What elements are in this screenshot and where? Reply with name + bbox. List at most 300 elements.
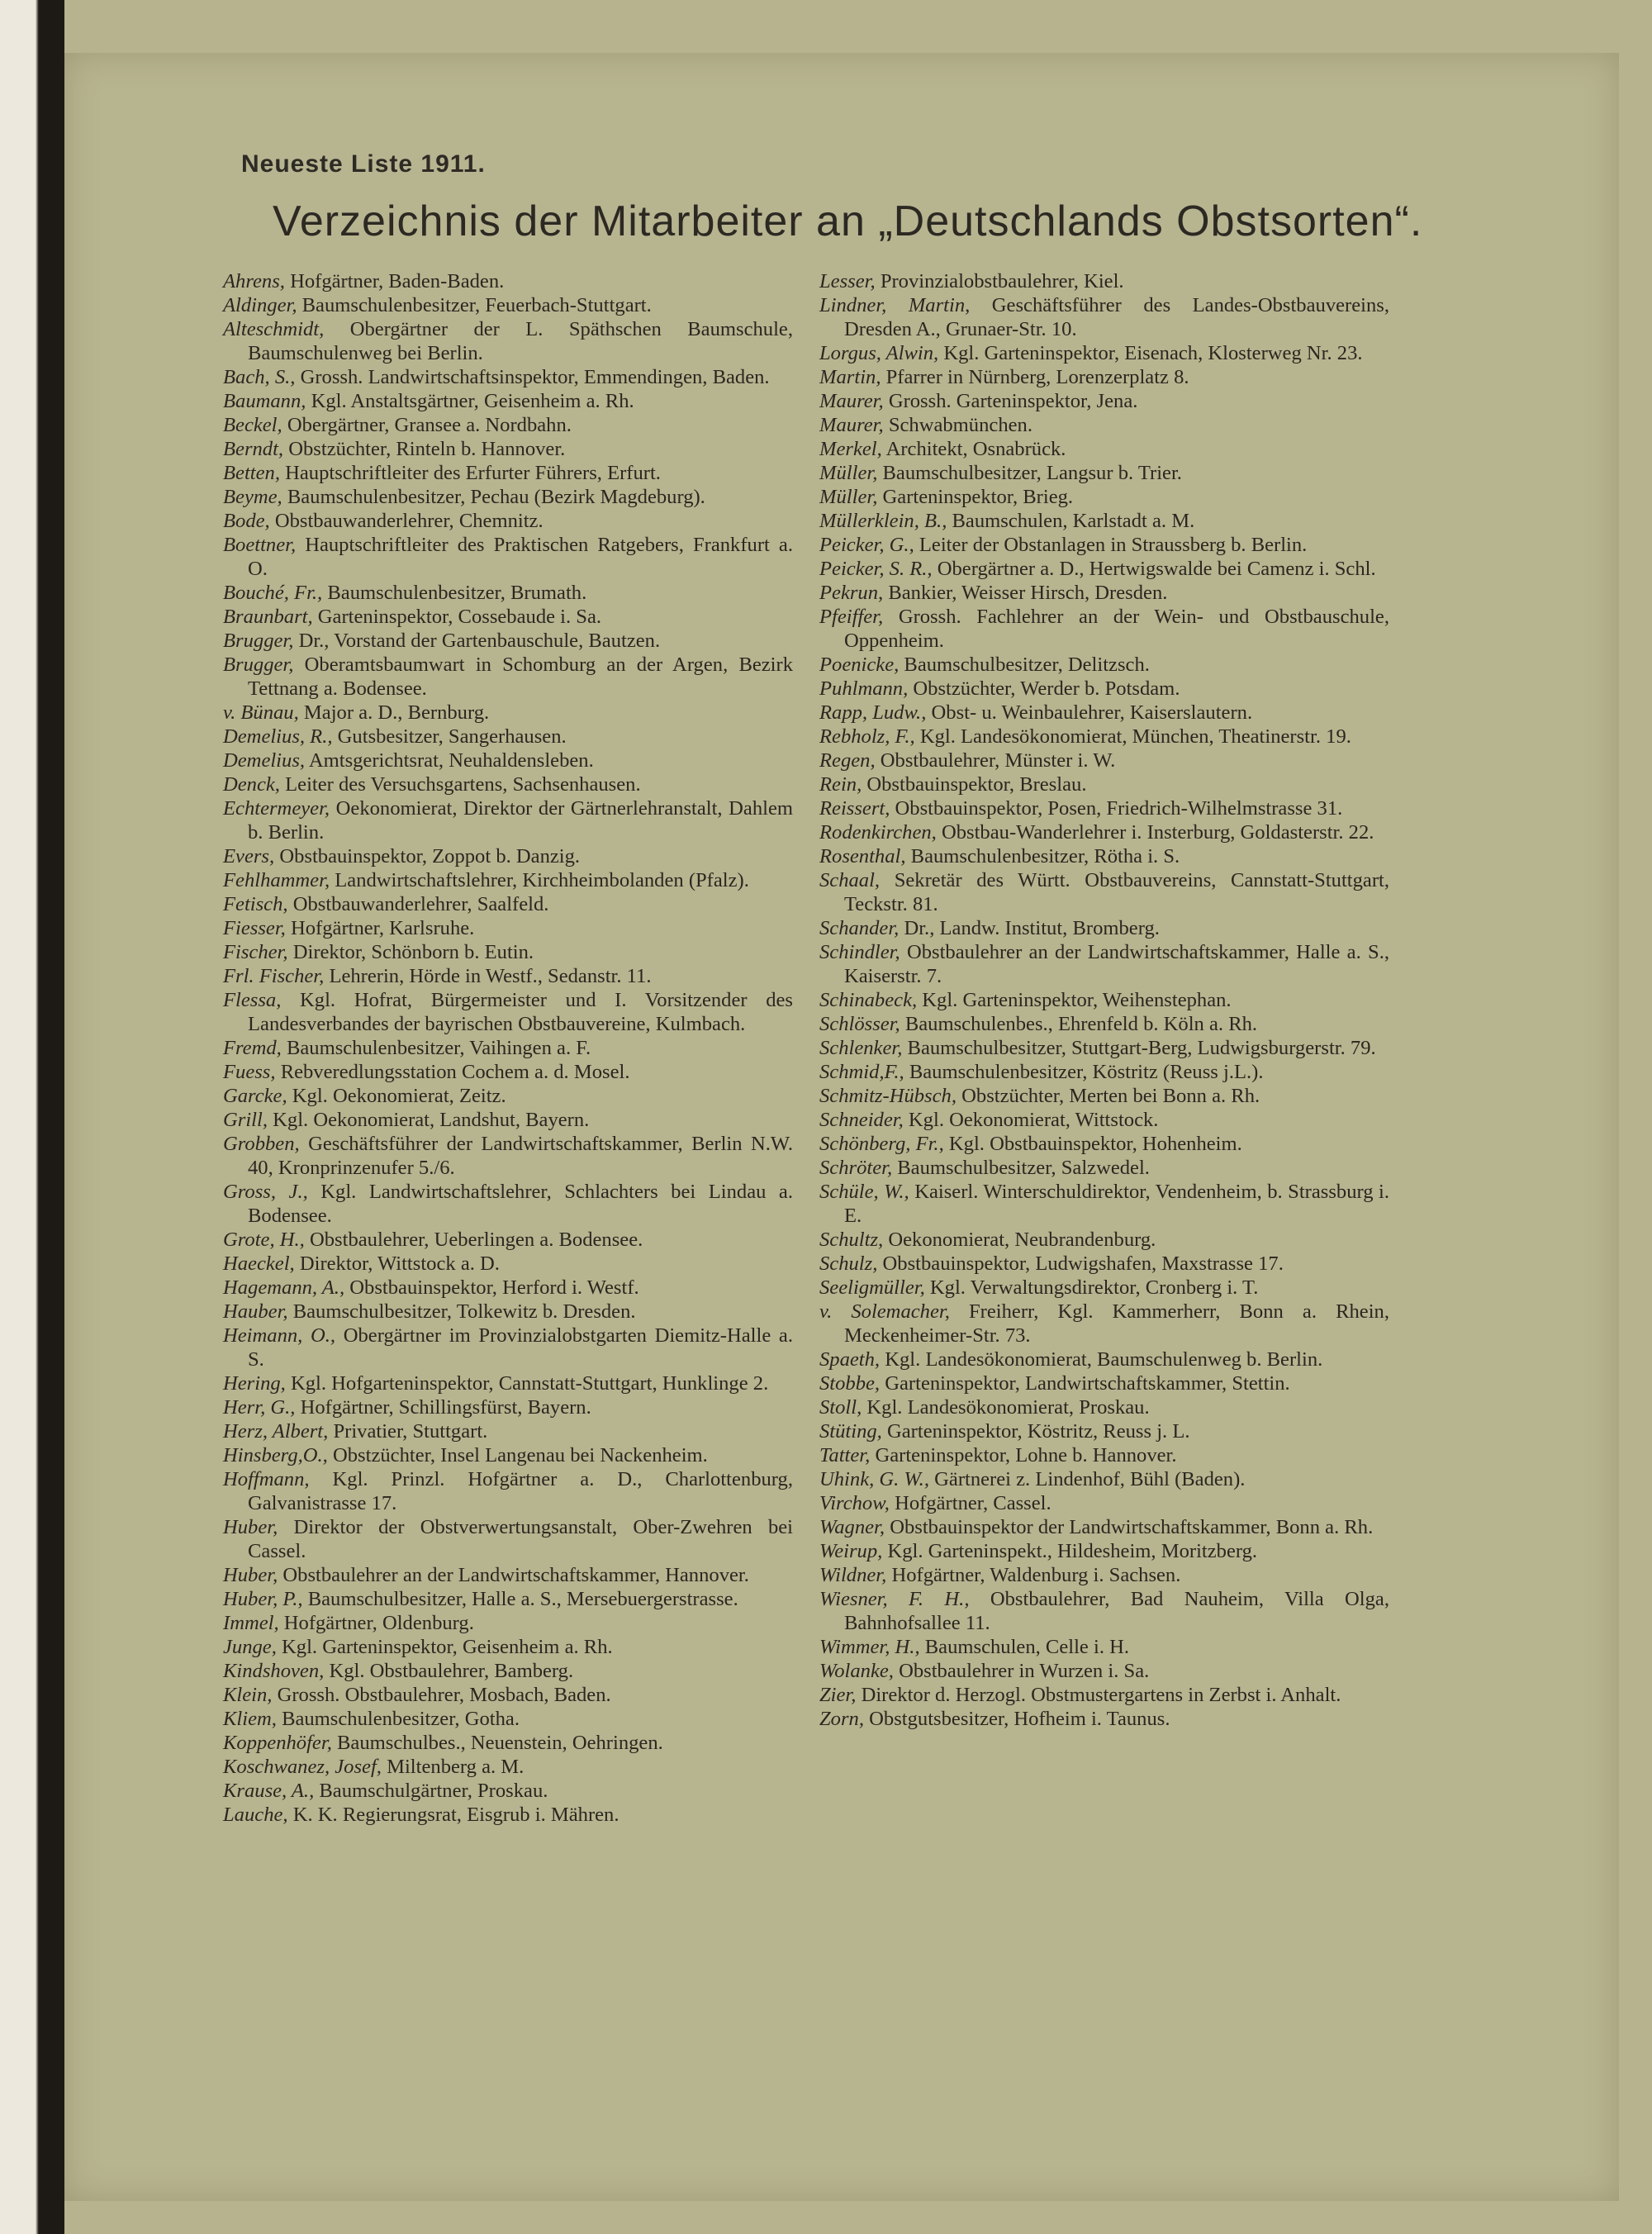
contributor-description: Obstzüchter, Merten bei Bonn a. Rh. [961, 1085, 1260, 1107]
contributor-description: Freiherr, Kgl. Kammerherr, Bonn a. Rhein, Meckenheimer-Str. 73. [844, 1300, 1389, 1347]
contributor-description: Kgl. Landesökonomierat, München, Theatinerstr. 19. [919, 725, 1351, 748]
contributor-description: Hofgärtner, Baden-Baden. [290, 270, 505, 292]
contributor-entry [819, 940, 1389, 988]
contributor-name: Schlenker, [819, 1037, 903, 1059]
contributor-entry [223, 1635, 793, 1659]
contributor-entry [223, 1132, 793, 1180]
contributor-name: v. Bünau, [223, 701, 299, 724]
contributor-entry [223, 317, 793, 365]
contributor-name: Zier, [819, 1684, 857, 1706]
contributor-name: Rodenkirchen, [819, 821, 937, 844]
contributor-entry [223, 1276, 793, 1300]
contributor-name: Brugger, [223, 654, 294, 676]
contributor-name: Virchow, [819, 1492, 890, 1514]
contributor-entry [819, 413, 1389, 437]
contributor-description: Kgl. Garteninspekt., Hildesheim, Moritzberg. [887, 1540, 1258, 1562]
contributor-entry [223, 1228, 793, 1252]
contributor-description: Rebveredlungsstation Cochem a. d. Mosel. [280, 1061, 630, 1083]
contributor-entry [819, 1587, 1389, 1635]
contributor-description: Baumschulbesitzer, Halle a. S., Mersebuergerstrasse. [307, 1588, 738, 1610]
page-title: Verzeichnis der Mitarbeiter an „Deutschlands Obstsorten“. [273, 197, 1423, 245]
contributor-name: Lesser, [819, 270, 876, 292]
contributor-description: Obstbaulehrer, Bad Nauheim, Villa Olga, Bahnhofsallee 11. [844, 1588, 1389, 1634]
contributor-description: Obstbauwanderlehrer, Chemnitz. [274, 510, 544, 532]
contributor-name: Fetisch, [223, 893, 288, 915]
contributor-entry [819, 437, 1389, 461]
contributor-name: Schlösser, [819, 1013, 900, 1035]
contributor-description: Baumschulenbes., Ehrenfeld b. Köln a. Rh. [904, 1013, 1258, 1035]
contributor-description: Obstbauinspektor der Landwirtschaftskammer, Bonn a. Rh. [890, 1516, 1374, 1538]
contributor-name: Tatter, [819, 1444, 871, 1466]
contributor-description: Obst- u. Weinbaulehrer, Kaiserslautern. [931, 701, 1253, 724]
contributor-description: Kgl. Garteninspektor, Geisenheim a. Rh. [282, 1636, 613, 1658]
contributor-description: Kaiserl. Winterschuldirektor, Vendenheim, b. Strassburg i. E. [844, 1181, 1389, 1227]
contributor-entry [819, 389, 1389, 413]
contributor-description: Landwirtschaftslehrer, Kirchheimbolanden (Pfalz). [335, 869, 749, 891]
contributor-entry [223, 485, 793, 509]
contributor-description: Baumschulbesitzer, Tolkewitz b. Dresden. [292, 1300, 636, 1323]
contributor-name: Maurer, [819, 414, 884, 436]
contributor-name: Stoll, [819, 1396, 862, 1419]
contributor-description: Baumschulen, Karlstadt a. M. [952, 510, 1195, 532]
contributor-entry [819, 533, 1389, 557]
contributor-entry [223, 629, 793, 653]
contributor-name: Baumann, [223, 390, 306, 412]
contributor-description: Kgl. Garteninspektor, Eisenach, Klosterweg Nr. 23. [943, 342, 1363, 364]
contributor-description: K. K. Regierungsrat, Eisgrub i. Mähren. [292, 1804, 620, 1826]
contributor-description: Obstbauinspektor, Herford i. Westf. [349, 1276, 639, 1299]
contributor-description: Kgl. Obstbaulehrer, Bamberg. [329, 1660, 574, 1682]
contributor-entry [223, 1252, 793, 1276]
contributor-entry [819, 1395, 1389, 1419]
contributor-description: Dr., Landw. Institut, Bromberg. [904, 917, 1160, 939]
contributor-entry [223, 1731, 793, 1755]
contributor-description: Sekretär des Württ. Obstbauvereins, Cannstatt-Stuttgart, Teckstr. 81. [844, 869, 1389, 915]
contributor-entry [223, 509, 793, 533]
contributor-name: Wiesner, F. H., [819, 1588, 970, 1610]
contributor-entry [223, 1515, 793, 1563]
contributor-entry [223, 1707, 793, 1731]
contributor-name: Denck, [223, 773, 280, 796]
contributor-entry [819, 1108, 1389, 1132]
contributor-description: Grossh. Fachlehrer an der Wein- und Obstbauschule, Oppenheim. [844, 606, 1389, 652]
contributor-description: Obergärtner der L. Späthschen Baumschule, Baumschulenweg bei Berlin. [248, 318, 793, 364]
contributor-description: Grossh. Garteninspektor, Jena. [888, 390, 1138, 412]
contributor-description: Hofgärtner, Schillingsfürst, Bayern. [300, 1396, 591, 1419]
contributor-description: Kgl. Landesökonomierat, Baumschulenweg b. Berlin. [885, 1348, 1323, 1371]
contributor-name: Evers, [223, 845, 275, 867]
contributor-entry [223, 988, 793, 1036]
contributor-name: Bach, S., [223, 366, 296, 388]
contributor-description: Obstbaulehrer, Ueberlingen a. Bodensee. [309, 1229, 643, 1251]
contributor-name: Pekrun, [819, 582, 884, 604]
contributor-description: Miltenberg a. M. [387, 1756, 525, 1778]
contributor-description: Obstgutsbesitzer, Hofheim i. Taunus. [869, 1708, 1170, 1730]
contributor-name: Schneider, [819, 1109, 904, 1131]
contributor-entry [819, 988, 1389, 1012]
contributor-name: Rapp, Ludw., [819, 701, 927, 724]
contributor-description: Hauptschriftleiter des Praktischen Ratgebers, Frankfurt a. O. [248, 534, 793, 580]
contributor-name: Hauber, [223, 1300, 288, 1323]
contributor-entry [223, 1803, 793, 1827]
contributor-name: Demelius, R., [223, 725, 333, 748]
contributor-entry [223, 1324, 793, 1371]
contributor-name: Poenicke, [819, 654, 900, 676]
contributor-description: Baumschulenbesitzer, Gotha. [282, 1708, 520, 1730]
contributor-name: Puhlmann, [819, 677, 909, 700]
contributor-entry [223, 293, 793, 317]
contributor-name: Klein, [223, 1684, 273, 1706]
contributor-description: Hofgärtner, Cassel. [895, 1492, 1051, 1514]
contributor-entry [223, 796, 793, 844]
contributor-entry [223, 269, 793, 293]
contributor-name: Peicker, S. R., [819, 558, 933, 580]
contributor-entry [223, 413, 793, 437]
contributor-entry [223, 844, 793, 868]
contributor-description: Baumschulenbesitzer, Pechau (Bezirk Magdeburg). [287, 486, 705, 508]
contributor-description: Leiter des Versuchsgartens, Sachsenhausen. [285, 773, 641, 796]
contributor-name: Müller, [819, 462, 878, 484]
contributor-description: Hauptschriftleiter des Erfurter Führers, Erfurt. [285, 462, 661, 484]
contributor-entry [223, 437, 793, 461]
contributor-entry [819, 1228, 1389, 1252]
contributor-entry [819, 1515, 1389, 1539]
contributor-description: Kgl. Landwirtschaftslehrer, Schlachters bei Lindau a. Bodensee. [248, 1181, 793, 1227]
contributor-name: Fehlhammer, [223, 869, 330, 891]
contributor-entry [819, 1276, 1389, 1300]
contributor-entry [819, 796, 1389, 820]
contributor-description: Direktor der Obstverwertungsanstalt, Ober-Zwehren bei Cassel. [248, 1516, 793, 1562]
contributor-entry [223, 725, 793, 749]
contributor-name: Junge, [223, 1636, 277, 1658]
contributor-name: Echtermeyer, [223, 797, 330, 820]
contributor-name: Fuess, [223, 1061, 276, 1083]
contributor-description: Obergärtner a. D., Hertwigswalde bei Camenz i. Schl. [937, 558, 1376, 580]
contributor-name: Grill, [223, 1109, 268, 1131]
contributor-description: Kgl. Verwaltungsdirektor, Cronberg i. T. [929, 1276, 1259, 1299]
contributor-name: Schmid,F., [819, 1061, 904, 1083]
contributor-description: Pfarrer in Nürnberg, Lorenzerplatz 8. [885, 366, 1189, 388]
contributor-entry [819, 1036, 1389, 1060]
contributor-name: Schander, [819, 917, 900, 939]
contributor-description: Baumschulgärtner, Proskau. [319, 1780, 548, 1802]
contributor-name: Müller, [819, 486, 878, 508]
contributor-entry [819, 1467, 1389, 1491]
contributor-name: Fischer, [223, 941, 288, 963]
contributor-description: Obstbauinspektor, Zoppot b. Danzig. [279, 845, 581, 867]
contributor-entry [223, 605, 793, 629]
contributor-entry [819, 1707, 1389, 1731]
contributor-name: Hinsberg,O., [223, 1444, 328, 1466]
contributor-description: Hofgärtner, Karlsruhe. [290, 917, 475, 939]
contributor-description: Privatier, Stuttgart. [333, 1420, 488, 1443]
contributor-entry [819, 1156, 1389, 1180]
contributor-description: Kgl. Hofrat, Bürgermeister und I. Vorsitzender des Landesverbandes der bayrischen Obstbauvereine, Kulmbach. [248, 989, 793, 1035]
contributor-entry [223, 365, 793, 389]
contributor-name: Bode, [223, 510, 270, 532]
contributor-entry [223, 1395, 793, 1419]
contributor-entry [819, 1563, 1389, 1587]
contributor-description: Kgl. Oekonomierat, Landshut, Bayern. [273, 1109, 590, 1131]
contributor-entry [819, 725, 1389, 749]
contributor-description: Direktor, Schönborn b. Eutin. [292, 941, 534, 963]
contributor-name: Lindner, Martin, [819, 294, 971, 316]
contributor-description: Architekt, Osnabrück. [885, 438, 1066, 460]
contributor-entry [819, 653, 1389, 677]
contributor-name: Schinabeck, [819, 989, 918, 1011]
contributor-name: Immel, [223, 1612, 279, 1634]
contributor-entry [223, 1659, 793, 1683]
contributor-name: Huber, P., [223, 1588, 303, 1610]
contributor-entry [819, 1443, 1389, 1467]
contributor-description: Garteninspektor, Brieg. [882, 486, 1074, 508]
contributor-name: Schüle, W., [819, 1181, 909, 1203]
contributor-name: Schaal, [819, 869, 881, 891]
contributor-name: Weirup, [819, 1540, 883, 1562]
contributor-name: Kindshoven, [223, 1660, 325, 1682]
contributor-name: Grobben, [223, 1133, 300, 1155]
contributor-name: Grote, H., [223, 1229, 305, 1251]
contributor-description: Baumschulbes., Neuenstein, Oehringen. [337, 1732, 663, 1754]
contributor-name: Kliem, [223, 1708, 277, 1730]
contributor-entry [819, 485, 1389, 509]
contributor-entry [819, 509, 1389, 533]
contributor-entry [223, 1467, 793, 1515]
contributor-description: Kgl. Oekonomierat, Zeitz. [292, 1085, 506, 1107]
contributor-description: Baumschulenbesitzer, Brumath. [327, 582, 587, 604]
contributor-name: Uhink, G. W., [819, 1468, 929, 1490]
contributor-entry [819, 1539, 1389, 1563]
contributor-name: Schulz, [819, 1252, 878, 1275]
contributor-description: Kgl. Oekonomierat, Wittstock. [908, 1109, 1159, 1131]
contributor-description: Obergärtner im Provinzialobstgarten Diemitz-Halle a. S. [248, 1324, 793, 1371]
contributor-name: Pfeiffer, [819, 606, 884, 628]
contributor-name: Brugger, [223, 630, 294, 652]
contributor-entry [223, 1300, 793, 1324]
contributor-name: Rebholz, F., [819, 725, 915, 748]
contributor-entry [223, 1108, 793, 1132]
contributor-description: Obstbauinspektor, Ludwigshafen, Maxstrasse 17. [882, 1252, 1284, 1275]
contributor-entry [223, 749, 793, 772]
contributor-name: Stüting, [819, 1420, 882, 1443]
contributor-name: v. Solemacher, [819, 1300, 950, 1323]
contributor-name: Peicker, G., [819, 534, 914, 556]
contributor-description: Provinzialobstbaulehrer, Kiel. [880, 270, 1124, 292]
contributor-description: Oekonomierat, Neubrandenburg. [888, 1229, 1156, 1251]
contributor-name: Rosenthal, [819, 845, 906, 867]
contributor-entry [819, 1491, 1389, 1515]
contributor-name: Betten, [223, 462, 280, 484]
contributor-description: Hofgärtner, Oldenburg. [283, 1612, 474, 1634]
contributor-description: Bankier, Weisser Hirsch, Dresden. [888, 582, 1168, 604]
contributor-entry [819, 461, 1389, 485]
contributor-description: Kgl. Anstaltsgärtner, Geisenheim a. Rh. [311, 390, 634, 412]
contributor-entry [819, 1132, 1389, 1156]
contributor-entry [819, 365, 1389, 389]
contributor-name: Schröter, [819, 1157, 893, 1179]
contributor-name: Huber, [223, 1516, 278, 1538]
contributor-name: Garcke, [223, 1085, 287, 1107]
contributor-entry [819, 605, 1389, 653]
contributor-description: Oberamtsbaumwart in Schomburg an der Argen, Bezirk Tettnang a. Bodensee. [248, 654, 793, 700]
contributor-entry [223, 1779, 793, 1803]
contributor-description: Garteninspektor, Köstritz, Reuss j. L. [887, 1420, 1190, 1443]
contributor-entry [819, 1659, 1389, 1683]
contributor-name: Herr, G., [223, 1396, 296, 1419]
contributor-entry [223, 1683, 793, 1707]
contributor-entry [819, 1060, 1389, 1084]
contributor-entry [819, 341, 1389, 365]
contributor-description: Hofgärtner, Waldenburg i. Sachsen. [891, 1564, 1181, 1586]
contributor-entry [223, 868, 793, 892]
contributor-name: Schindler, [819, 941, 900, 963]
contributor-description: Garteninspektor, Landwirtschaftskammer, Stettin. [885, 1372, 1290, 1395]
contributor-entry [223, 533, 793, 581]
contributor-entry [819, 1084, 1389, 1108]
contributor-description: Obstzüchter, Rinteln b. Hannover. [288, 438, 566, 460]
contributor-description: Baumschulenbesitzer, Vaihingen a. F. [286, 1037, 591, 1059]
contributor-entry [819, 1635, 1389, 1659]
contributor-description: Kgl. Obstbauinspektor, Hohenheim. [948, 1133, 1242, 1155]
contributor-name: Seeligmüller, [819, 1276, 925, 1299]
contributor-entry [819, 1012, 1389, 1036]
contributor-name: Koschwanez, Josef, [223, 1756, 382, 1778]
contributor-entry [819, 916, 1389, 940]
contributor-description: Obstbaulehrer in Wurzen i. Sa. [899, 1660, 1150, 1682]
contributor-name: Fremd, [223, 1037, 282, 1059]
contributor-name: Alteschmidt, [223, 318, 325, 340]
contributor-entry [819, 844, 1389, 868]
contributor-name: Regen, [819, 749, 876, 772]
contributor-name: Stobbe, [819, 1372, 881, 1395]
contributor-name: Schönberg, Fr., [819, 1133, 944, 1155]
contributor-description: Dr., Vorstand der Gartenbauschule, Bautzen. [298, 630, 661, 652]
contributor-description: Baumschulen, Celle i. H. [924, 1636, 1130, 1658]
contributor-name: Reissert, [819, 797, 890, 820]
contributor-description: Obstbauinspektor, Breslau. [866, 773, 1087, 796]
contributor-name: Martin, [819, 366, 881, 388]
binding-edge [0, 0, 64, 2234]
contributor-name: Berndt, [223, 438, 284, 460]
contributor-description: Obstbaulehrer an der Landwirtschaftskammer, Halle a. S., Kaiserstr. 7. [844, 941, 1389, 987]
contributor-name: Zorn, [819, 1708, 864, 1730]
contributor-description: Geschäftsführer des Landes-Obstbauvereins, Dresden A., Grunaer-Str. 10. [844, 294, 1389, 340]
contributor-name: Hoffmann, [223, 1468, 310, 1490]
contributor-name: Wagner, [819, 1516, 885, 1538]
contributor-name: Hering, [223, 1372, 286, 1395]
contributor-name: Krause, A., [223, 1780, 315, 1802]
contributor-name: Müllerklein, B., [819, 510, 947, 532]
contributor-entry [819, 293, 1389, 341]
contributor-name: Beyme, [223, 486, 282, 508]
contributor-entry [819, 677, 1389, 701]
contributor-entry [223, 1443, 793, 1467]
contributor-entry [819, 1348, 1389, 1371]
contributor-entry [819, 1300, 1389, 1348]
contributor-description: Major a. D., Bernburg. [303, 701, 490, 724]
left-column [223, 269, 793, 1827]
contributor-name: Bouché, Fr., [223, 582, 323, 604]
contributor-entry [223, 1084, 793, 1108]
contributor-description: Garteninspektor, Cossebaude i. Sa. [317, 606, 602, 628]
right-column [819, 269, 1389, 1731]
contributor-name: Gross, J., [223, 1181, 308, 1203]
contributor-description: Obstbaulehrer, Münster i. W. [880, 749, 1116, 772]
contributor-description: Obstzüchter, Werder b. Potsdam. [913, 677, 1180, 700]
contributor-entry [819, 749, 1389, 772]
contributor-entry [819, 820, 1389, 844]
contributor-description: Baumschulenbesitzer, Feuerbach-Stuttgart. [301, 294, 652, 316]
contributor-description: Baumschulbesitzer, Salzwedel. [897, 1157, 1150, 1179]
contributor-name: Braunbart, [223, 606, 313, 628]
contributor-description: Baumschulenbesitzer, Rötha i. S. [910, 845, 1180, 867]
contributor-name: Maurer, [819, 390, 884, 412]
list-date-heading: Neueste Liste 1911. [241, 150, 486, 178]
contributor-entry [819, 1683, 1389, 1707]
contributor-description: Baumschulbesitzer, Langsur b. Trier. [882, 462, 1182, 484]
contributor-name: Beckel, [223, 414, 282, 436]
contributor-name: Herz, Albert, [223, 1420, 329, 1443]
contributor-description: Grossh. Obstbaulehrer, Mosbach, Baden. [277, 1684, 611, 1706]
contributor-description: Baumschulbesitzer, Stuttgart-Berg, Ludwigsburgerstr. 79. [907, 1037, 1376, 1059]
contributor-entry [223, 461, 793, 485]
contributor-entry [223, 1036, 793, 1060]
contributor-entry [819, 701, 1389, 725]
contributor-description: Gutsbesitzer, Sangerhausen. [337, 725, 567, 748]
contributor-description: Gärtnerei z. Lindenhof, Bühl (Baden). [934, 1468, 1246, 1490]
contributor-name: Ahrens, [223, 270, 285, 292]
contributor-description: Kgl. Landesökonomierat, Proskau. [866, 1396, 1150, 1419]
contributor-entry [223, 1180, 793, 1228]
contributor-entry [223, 389, 793, 413]
contributor-description: Direktor, Wittstock a. D. [299, 1252, 500, 1275]
contributor-description: Obstbaulehrer an der Landwirtschaftskammer, Hannover. [282, 1564, 749, 1586]
contributor-name: Aldinger, [223, 294, 297, 316]
contributor-description: Obstzüchter, Insel Langenau bei Nackenheim. [333, 1444, 708, 1466]
contributor-description: Kgl. Hofgarteninspektor, Cannstatt-Stuttgart, Hunklinge 2. [290, 1372, 769, 1395]
contributor-entry [819, 1252, 1389, 1276]
contributor-entry [819, 1419, 1389, 1443]
contributor-entry [223, 772, 793, 796]
contributor-entry [223, 653, 793, 701]
contributor-entry [223, 916, 793, 940]
contributor-entry [223, 701, 793, 725]
contributor-entry [223, 1755, 793, 1779]
contributor-description: Kgl. Prinzl. Hofgärtner a. D., Charlottenburg, Galvanistrasse 17. [248, 1468, 793, 1514]
contributor-description: Schwabmünchen. [888, 414, 1032, 436]
contributor-description: Lehrerin, Hörde in Westf., Sedanstr. 11. [329, 965, 652, 987]
contributor-description: Obergärtner, Gransee a. Nordbahn. [287, 414, 572, 436]
contributor-name: Boettner, [223, 534, 297, 556]
contributor-entry [223, 1587, 793, 1611]
contributor-description: Obstbauinspektor, Posen, Friedrich-Wilhelmstrasse 31. [895, 797, 1343, 820]
contributor-entry [223, 940, 793, 964]
contributor-entry [223, 581, 793, 605]
contributor-name: Huber, [223, 1564, 278, 1586]
contributor-name: Wildner, [819, 1564, 887, 1586]
contributor-entry [819, 868, 1389, 916]
contributor-entry [223, 1419, 793, 1443]
contributor-description: Direktor d. Herzogl. Obstmustergartens in Zerbst i. Anhalt. [861, 1684, 1341, 1706]
contributor-entry [819, 772, 1389, 796]
contributor-name: Fiesser, [223, 917, 286, 939]
contributor-description: Grossh. Landwirtschaftsinspektor, Emmendingen, Baden. [300, 366, 770, 388]
contributor-description: Obstbauwanderlehrer, Saalfeld. [292, 893, 549, 915]
contributor-entry [819, 1180, 1389, 1228]
contributor-entry [223, 1611, 793, 1635]
contributor-description: Kgl. Garteninspektor, Weihenstephan. [922, 989, 1232, 1011]
contributor-name: Frl. Fischer, [223, 965, 325, 987]
